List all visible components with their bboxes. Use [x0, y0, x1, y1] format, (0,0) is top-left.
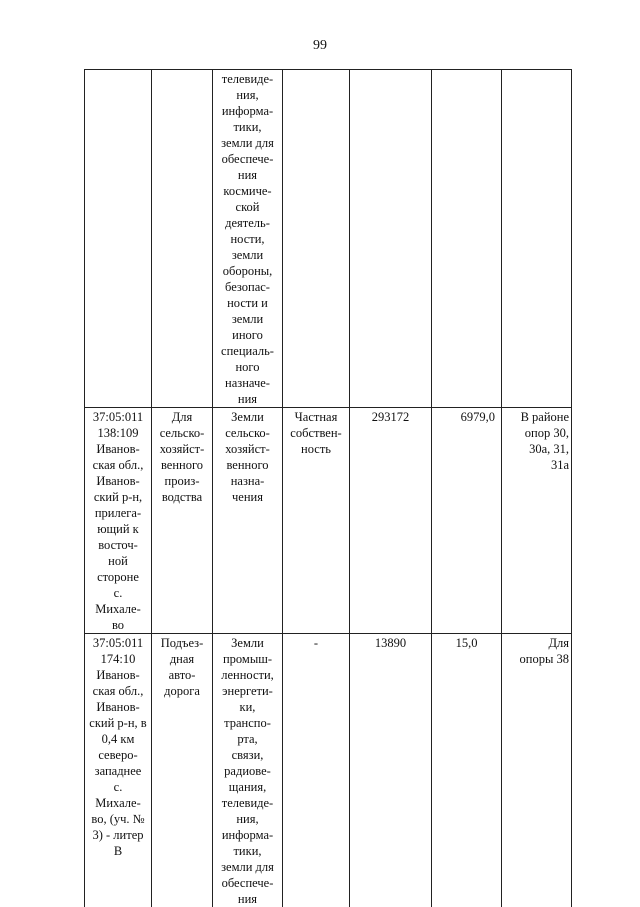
page-number: 99: [0, 38, 640, 54]
category-cell: телевиде- ния, информа- тики, земли для обеспече- ния космиче- ской деятель- ности, земли обороны, безопас- ности и земли иного специаль- ного назначе- ния: [213, 70, 283, 408]
cadastral-cell: 37:05:011 174:10 Иванов- ская обл., Иванов- ский р-н, в 0,4 км северо- западнее с. Михале- во, (уч. № 3) - литер В: [85, 634, 152, 907]
table-row: [85, 70, 572, 408]
purpose-cell: [152, 70, 213, 408]
area-cell: [432, 70, 502, 408]
location-cell: [502, 70, 572, 408]
number-cell: [350, 70, 432, 408]
location-cell: В районе опор 30, 30а, 31, 31а: [502, 408, 572, 634]
category-cell: Земли промыш- ленности, энергети- ки, транспо- рта, связи, радиове- щания, телевиде- ния, информа- тики, земли для обеспече- ния: [213, 634, 283, 907]
location-cell: Для опоры 38: [502, 634, 572, 907]
number-cell: 13890: [350, 634, 432, 907]
area-cell: 6979,0: [432, 408, 502, 634]
purpose-cell: Для сельско- хозяйст- венного произ- водства: [152, 408, 213, 634]
purpose-cell: Подъез- дная авто- дорога: [152, 634, 213, 907]
cadastral-cell: 37:05:011 138:109 Иванов- ская обл., Иванов- ский р-н, прилега- ющий к восточ- ной стороне с. Михале- во: [85, 408, 152, 634]
ownership-cell: -: [283, 634, 350, 907]
ownership-cell: Частная собствен- ность: [283, 408, 350, 634]
category-cell: Земли сельско- хозяйст- венного назна- чения: [213, 408, 283, 634]
area-cell: 15,0: [432, 634, 502, 907]
table-row: [85, 408, 572, 634]
ownership-cell: [283, 70, 350, 408]
land-plots-table: [84, 69, 572, 907]
cadastral-cell: [85, 70, 152, 408]
table-row: [85, 634, 572, 907]
number-cell: 293172: [350, 408, 432, 634]
